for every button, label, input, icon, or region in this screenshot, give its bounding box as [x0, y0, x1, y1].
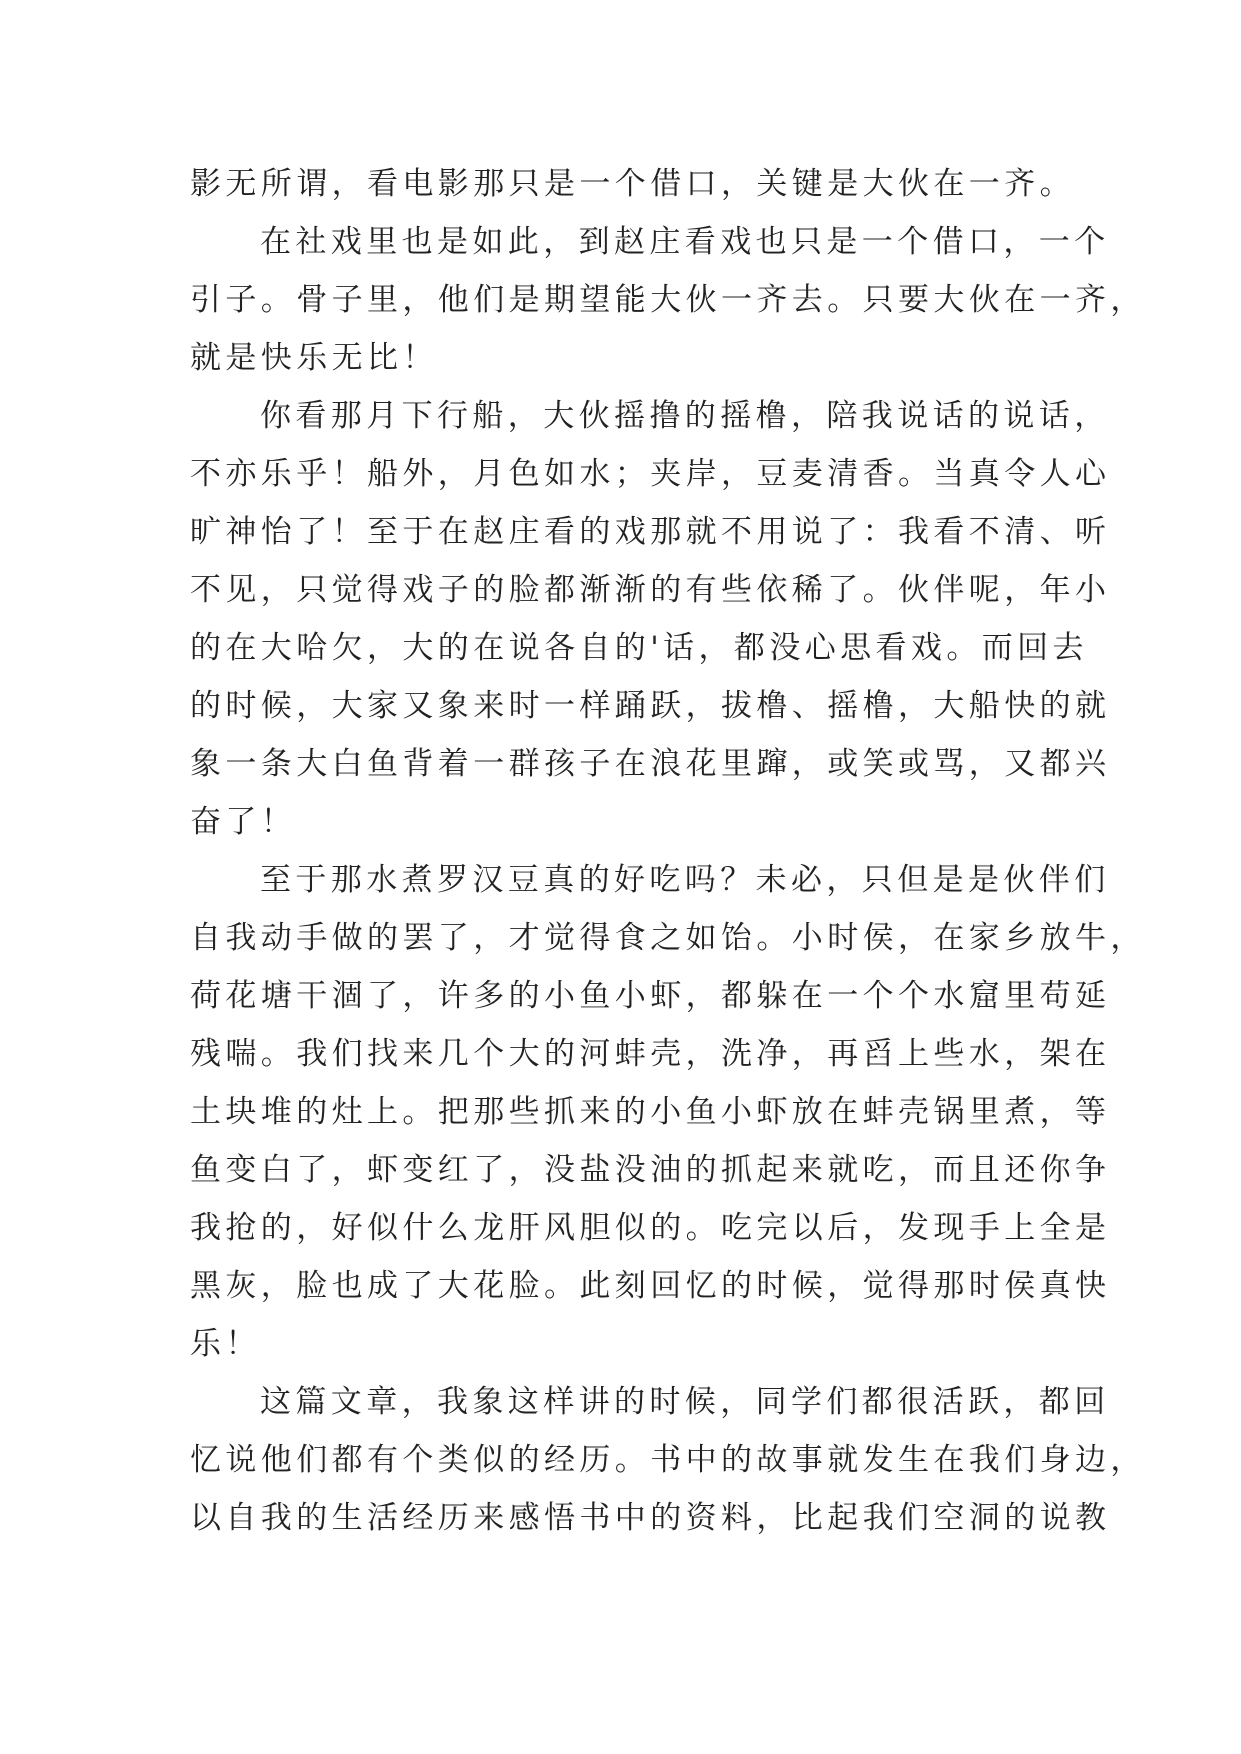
text-line: 以自我的生活经历来感悟书中的资料，比起我们空洞的说教 — [190, 1500, 1111, 1536]
text-line: 土块堆的灶上。把那些抓来的小鱼小虾放在蚌壳锅里煮，等 — [190, 1094, 1111, 1130]
text-line: 残喘。我们找来几个大的河蚌壳，洗净，再舀上些水，架在 — [190, 1036, 1111, 1072]
paragraph-start-line: 在社戏里也是如此，到赵庄看戏也只是一个借口，一个 — [260, 224, 1110, 260]
document-body — [190, 155, 1146, 1547]
text-line: 影无所谓，看电影那只是一个借口，关键是大伙在一齐。 — [190, 166, 1075, 202]
text-line: 黑灰，脸也成了大花脸。此刻回忆的时候，觉得那时侯真快 — [190, 1268, 1111, 1304]
text-line: 旷神怡了！至于在赵庄看的戏那就不用说了：我看不清、听 — [190, 514, 1111, 550]
text-line: 自我动手做的罢了，才觉得食之如饴。小时侯，在家乡放牛， — [190, 920, 1146, 956]
text-line: 忆说他们都有个类似的经历。书中的故事就发生在我们身边， — [190, 1442, 1146, 1478]
paragraph-start-line: 这篇文章，我象这样讲的时候，同学们都很活跃，都回 — [260, 1384, 1110, 1420]
text-line: 就是快乐无比！ — [190, 340, 438, 376]
text-line: 象一条大白鱼背着一群孩子在浪花里蹿，或笑或骂，又都兴 — [190, 746, 1111, 782]
text-line: 我抢的，好似什么龙肝风胆似的。吃完以后，发现手上全是 — [190, 1210, 1111, 1246]
paragraph-start-line: 至于那水煮罗汉豆真的好吃吗？未必，只但是是伙伴们 — [260, 862, 1110, 898]
text-line: 不亦乐乎！船外，月色如水；夹岸，豆麦清香。当真令人心 — [190, 456, 1111, 492]
text-line: 不见，只觉得戏子的脸都渐渐的有些依稀了。伙伴呢，年小 — [190, 572, 1111, 608]
text-line: 引子。骨子里，他们是期望能大伙一齐去。只要大伙在一齐， — [190, 282, 1146, 318]
paragraph-start-line: 你看那月下行船，大伙摇撸的摇橹，陪我说话的说话， — [260, 398, 1110, 434]
text-line: 奋了！ — [190, 804, 297, 840]
text-line: 乐！ — [190, 1326, 261, 1362]
text-line: 的在大哈欠，大的在说各自的'话，都没心思看戏。而回去 — [190, 630, 1088, 666]
text-line: 的时候，大家又象来时一样踊跃，拔橹、摇橹，大船快的就 — [190, 688, 1111, 724]
text-line: 荷花塘干涸了，许多的小鱼小虾，都躲在一个个水窟里苟延 — [190, 978, 1111, 1014]
text-line: 鱼变白了，虾变红了，没盐没油的抓起来就吃，而且还你争 — [190, 1152, 1111, 1188]
